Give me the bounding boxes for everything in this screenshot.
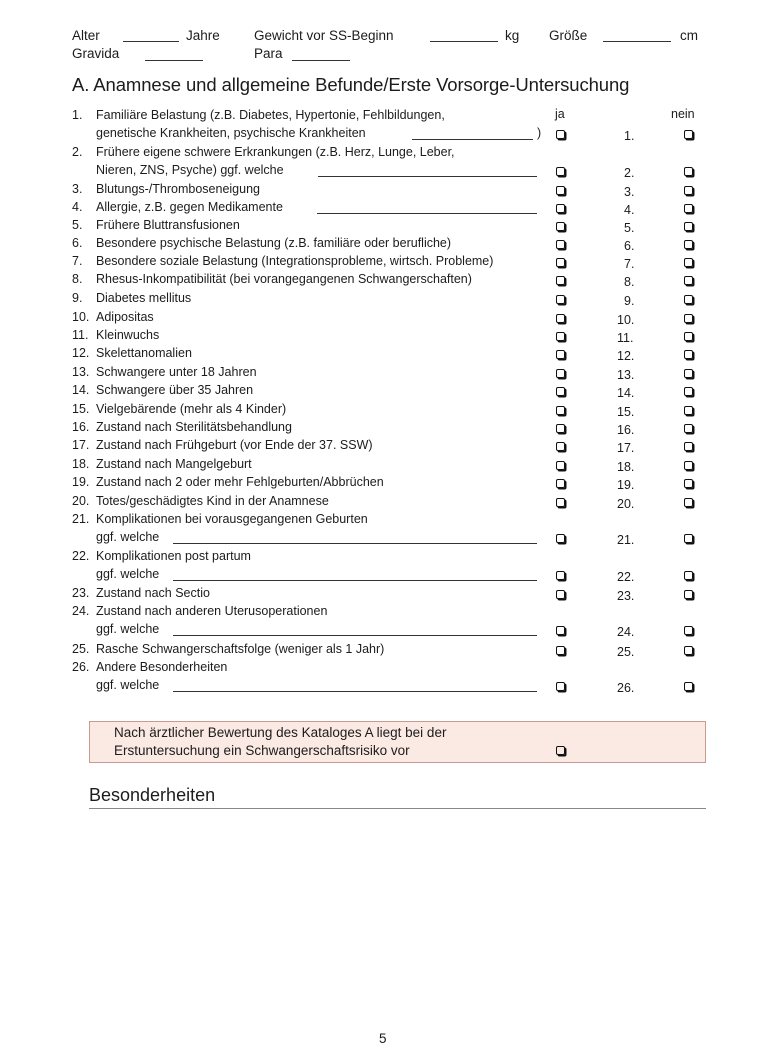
item-label: Zustand nach Sterilitätsbehandlung xyxy=(96,420,292,434)
label-alter: Alter xyxy=(72,28,100,43)
item-number-right: 22. xyxy=(617,570,635,584)
checkbox-ja[interactable] xyxy=(556,295,565,304)
item-number: 5. xyxy=(72,218,83,232)
item-label: Allergie, z.B. gegen Medikamente xyxy=(96,200,283,214)
besonderheiten-divider xyxy=(89,808,706,809)
item-number-right: 21. xyxy=(617,533,635,547)
item-number: 1. xyxy=(72,108,83,122)
label-kg: kg xyxy=(505,28,520,43)
label-gewicht: Gewicht vor SS-Beginn xyxy=(254,28,394,43)
item-label: Diabetes mellitus xyxy=(96,291,192,305)
checkbox-ja[interactable] xyxy=(556,387,565,396)
checkbox-nein[interactable] xyxy=(684,276,693,285)
fill-line[interactable] xyxy=(173,580,537,581)
checkbox-nein[interactable] xyxy=(684,295,693,304)
field-alter[interactable] xyxy=(123,41,179,42)
item-number: 12. xyxy=(72,346,90,360)
checkbox-nein[interactable] xyxy=(684,222,693,231)
checkbox-nein[interactable] xyxy=(684,442,693,451)
item-number-right: 2. xyxy=(624,166,635,180)
checkbox-nein[interactable] xyxy=(684,461,693,470)
item-number-right: 14. xyxy=(617,386,635,400)
item-label: Schwangere unter 18 Jahren xyxy=(96,365,257,379)
checkbox-nein[interactable] xyxy=(684,571,693,580)
checkbox-ja[interactable] xyxy=(556,240,565,249)
column-ja: ja xyxy=(555,107,565,121)
item-label: ggf. welche xyxy=(96,567,160,581)
item-number-right: 23. xyxy=(617,589,635,603)
item-number: 14. xyxy=(72,383,90,397)
item-number-right: 12. xyxy=(617,349,635,363)
item-number-right: 1. xyxy=(624,129,635,143)
item-number: 25. xyxy=(72,642,90,656)
risk-text-line1: Nach ärztlicher Bewertung des Kataloges A liegt bei der xyxy=(114,725,447,740)
item-label: Frühere Bluttransfusionen xyxy=(96,218,240,232)
checkbox-nein[interactable] xyxy=(684,350,693,359)
item-number: 6. xyxy=(72,236,83,250)
checkbox-ja[interactable] xyxy=(556,167,565,176)
item-label: ggf. welche xyxy=(96,622,160,636)
item-number: 19. xyxy=(72,475,90,489)
item-label: Komplikationen bei vorausgegangenen Geburten xyxy=(96,512,368,526)
checkbox-nein[interactable] xyxy=(684,424,693,433)
checkbox-nein[interactable] xyxy=(684,498,693,507)
item-number-right: 20. xyxy=(617,497,635,511)
item-number-right: 9. xyxy=(624,294,635,308)
item-number: 13. xyxy=(72,365,90,379)
checkbox-ja[interactable] xyxy=(556,479,565,488)
item-number-right: 17. xyxy=(617,441,635,455)
checkbox-nein[interactable] xyxy=(684,369,693,378)
item-number-right: 10. xyxy=(617,313,635,327)
item-number-right: 6. xyxy=(624,239,635,253)
item-label: Besondere soziale Belastung (Integrationsprobleme, wirtsch. Probleme) xyxy=(96,254,494,268)
item-number: 10. xyxy=(72,310,90,324)
item-label: Komplikationen post partum xyxy=(96,549,251,563)
item-number: 11. xyxy=(72,328,89,342)
item-number: 7. xyxy=(72,254,83,268)
checkbox-ja[interactable] xyxy=(556,369,565,378)
label-para: Para xyxy=(254,46,283,61)
page-number: 5 xyxy=(379,1031,387,1046)
risk-checkbox[interactable] xyxy=(556,746,565,755)
item-number: 21. xyxy=(72,512,90,526)
item-number-right: 24. xyxy=(617,625,635,639)
item-number-right: 7. xyxy=(624,257,635,271)
item-number-right: 18. xyxy=(617,460,635,474)
checkbox-nein[interactable] xyxy=(684,186,693,195)
item-label: Blutungs-/Thromboseneigung xyxy=(96,182,260,196)
item-number-right: 16. xyxy=(617,423,635,437)
item-label: Nieren, ZNS, Psyche) ggf. welche xyxy=(96,163,284,177)
item-label: Skelettanomalien xyxy=(96,346,192,360)
item-label: Adipositas xyxy=(96,310,154,324)
item-number-right: 5. xyxy=(624,221,635,235)
checkbox-ja[interactable] xyxy=(556,590,565,599)
checkbox-nein[interactable] xyxy=(684,479,693,488)
item-number-right: 11. xyxy=(617,331,634,345)
item-label: Rasche Schwangerschaftsfolge (weniger als 1 Jahr) xyxy=(96,642,385,656)
column-nein: nein xyxy=(671,107,695,121)
item-number: 18. xyxy=(72,457,90,471)
checkbox-ja[interactable] xyxy=(556,186,565,195)
label-groesse: Größe xyxy=(549,28,588,43)
field-gewicht[interactable] xyxy=(430,41,498,42)
item-number: 9. xyxy=(72,291,83,305)
checkbox-nein[interactable] xyxy=(684,646,693,655)
checkbox-ja[interactable] xyxy=(556,222,565,231)
checkbox-nein[interactable] xyxy=(684,387,693,396)
item-label: Zustand nach Sectio xyxy=(96,586,210,600)
item-number-right: 13. xyxy=(617,368,635,382)
checkbox-nein[interactable] xyxy=(684,130,693,139)
checkbox-ja[interactable] xyxy=(556,626,565,635)
checkbox-ja[interactable] xyxy=(556,424,565,433)
item-number-right: 3. xyxy=(624,185,635,199)
checkbox-nein[interactable] xyxy=(684,332,693,341)
item-number-right: 4. xyxy=(624,203,635,217)
checkbox-nein[interactable] xyxy=(684,406,693,415)
checkbox-nein[interactable] xyxy=(684,204,693,213)
item-label: Schwangere über 35 Jahren xyxy=(96,383,254,397)
checkbox-ja[interactable] xyxy=(556,682,565,691)
checkbox-ja[interactable] xyxy=(556,314,565,323)
checkbox-ja[interactable] xyxy=(556,442,565,451)
checkbox-ja[interactable] xyxy=(556,406,565,415)
checkbox-ja[interactable] xyxy=(556,350,565,359)
checkbox-ja[interactable] xyxy=(556,571,565,580)
fill-line[interactable] xyxy=(412,139,533,140)
item-number: 15. xyxy=(72,402,90,416)
checkbox-ja[interactable] xyxy=(556,276,565,285)
field-groesse[interactable] xyxy=(603,41,671,42)
item-label: Frühere eigene schwere Erkrankungen (z.B. Herz, Lunge, Leber, xyxy=(96,145,455,159)
item-number: 4. xyxy=(72,200,83,214)
item-number: 17. xyxy=(72,438,90,452)
field-gravida[interactable] xyxy=(145,60,203,61)
item-number-right: 19. xyxy=(617,478,635,492)
risk-text-line2: Erstuntersuchung ein Schwangerschaftsrisiko vor xyxy=(114,743,410,758)
item-number: 23. xyxy=(72,586,90,600)
checkbox-nein[interactable] xyxy=(684,682,693,691)
item-label: Zustand nach Frühgeburt (vor Ende der 37. SSW) xyxy=(96,438,373,452)
fill-line[interactable] xyxy=(173,691,537,692)
item-number: 16. xyxy=(72,420,90,434)
checkbox-nein[interactable] xyxy=(684,167,693,176)
checkbox-ja[interactable] xyxy=(556,204,565,213)
item-number-right: 8. xyxy=(624,275,635,289)
item-label: Rhesus-Inkompatibilität (bei vorangegangenen Schwangerschaften) xyxy=(96,272,472,286)
item-label: Kleinwuchs xyxy=(96,328,160,342)
field-para[interactable] xyxy=(292,60,350,61)
label-jahre: Jahre xyxy=(186,28,220,43)
item-label: genetische Krankheiten, psychische Krankheiten xyxy=(96,126,366,140)
fill-line[interactable] xyxy=(173,543,537,544)
checkbox-nein[interactable] xyxy=(684,258,693,267)
section-title: A. Anamnese und allgemeine Befunde/Erste Vorsorge-Untersuchung xyxy=(72,74,630,95)
besonderheiten-heading: Besonderheiten xyxy=(89,785,216,805)
checkbox-nein[interactable] xyxy=(684,314,693,323)
item-number: 3. xyxy=(72,182,83,196)
checkbox-ja[interactable] xyxy=(556,646,565,655)
checkbox-nein[interactable] xyxy=(684,534,693,543)
item-number: 20. xyxy=(72,494,90,508)
item-label: Zustand nach 2 oder mehr Fehlgeburten/Abbrüchen xyxy=(96,475,384,489)
fill-line[interactable] xyxy=(318,176,537,177)
item-label: ggf. welche xyxy=(96,678,160,692)
checkbox-ja[interactable] xyxy=(556,332,565,341)
item-number-right: 25. xyxy=(617,645,635,659)
checkbox-ja[interactable] xyxy=(556,258,565,267)
item-suffix: ) xyxy=(537,126,542,140)
item-number: 8. xyxy=(72,272,83,286)
item-label: Vielgebärende (mehr als 4 Kinder) xyxy=(96,402,287,416)
checkbox-ja[interactable] xyxy=(556,534,565,543)
item-label: Besondere psychische Belastung (z.B. familiäre oder berufliche) xyxy=(96,236,452,250)
item-label: Totes/geschädigtes Kind in der Anamnese xyxy=(96,494,329,508)
checkbox-nein[interactable] xyxy=(684,590,693,599)
checkbox-nein[interactable] xyxy=(684,240,693,249)
item-number: 2. xyxy=(72,145,83,159)
checkbox-ja[interactable] xyxy=(556,461,565,470)
item-number: 24. xyxy=(72,604,90,618)
checkbox-ja[interactable] xyxy=(556,498,565,507)
item-label: Zustand nach Mangelgeburt xyxy=(96,457,252,471)
item-label: Zustand nach anderen Uterusoperationen xyxy=(96,604,328,618)
item-number: 26. xyxy=(72,660,90,674)
item-label: Andere Besonderheiten xyxy=(96,660,228,674)
item-number-right: 26. xyxy=(617,681,635,695)
checkbox-nein[interactable] xyxy=(684,626,693,635)
item-number-right: 15. xyxy=(617,405,635,419)
item-label: Familiäre Belastung (z.B. Diabetes, Hypertonie, Fehlbildungen, xyxy=(96,108,445,122)
fill-line[interactable] xyxy=(317,213,537,214)
item-number: 22. xyxy=(72,549,90,563)
fill-line[interactable] xyxy=(173,635,537,636)
label-gravida: Gravida xyxy=(72,46,120,61)
item-label: ggf. welche xyxy=(96,530,160,544)
checkbox-ja[interactable] xyxy=(556,130,565,139)
label-cm: cm xyxy=(680,28,698,43)
